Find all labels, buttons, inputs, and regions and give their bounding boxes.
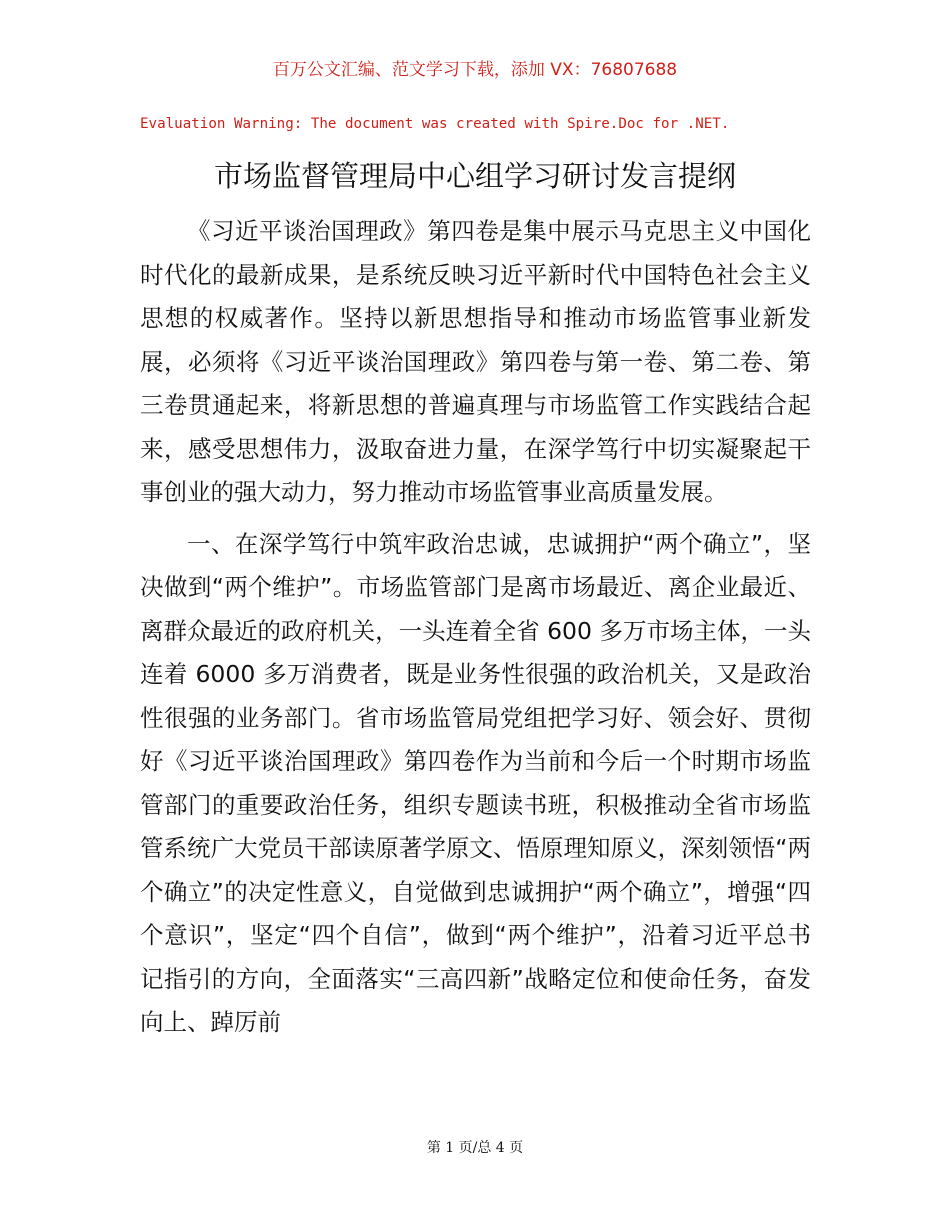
document-title: 市场监督管理局中心组学习研讨发言提纲 [213,159,736,193]
page-indicator: 第 1 页/总 4 页 [426,1140,524,1156]
paragraph-intro: 《习近平谈治国理政》第四卷是集中展示马克思主义中国化时代化的最新成果，是系统反映习近平新时代中国特色社会主义思想的权威著作。坚持以新思想指导和推动市场监管事业新发展，必须将《习近平谈治国理政》第四卷与第一卷、第二卷、第三卷贯通起来，将新思想的普遍真理与市场监管工作实践结合起来，感受思想伟力，汲取奋进力量，在深学笃行中切实凝聚起干事创业的强大动力，努力推动市场监管事业高质量发展。 [140,217,811,506]
document-body [140,210,811,1045]
header-banner: 百万公文汇编、范文学习下载，添加 VX：76807688 [272,60,678,80]
paragraph-section-one: 一、在深学笃行中筑牢政治忠诚，忠诚拥护“两个确立”，坚决做到“两个维护”。市场监管部门是离市场最近、离企业最近、离群众最近的政府机关，一头连着全省 600 多万市场主体，一头连着 6000 多万消费者，既是业务性很强的政治机关，又是政治性很强的业务部门。省市场监管局党组把学习好、领会好、贯彻好《习近平谈治国理政》第四卷作为当前和今后一个时期市场监管部门的重要政治任务，组织专题读书班，积极推动全省市场监管系统广大党员干部读原著学原文、悟原理知原义，深刻领悟“两个确立”的决定性意义，自觉做到忠诚拥护“两个确立”，增强“四个意识”，坚定“四个自信”，做到“两个维护”，沿着习近平总书记指引的方向，全面落实“三高四新”战略定位和使命任务，奋发向上、踔厉前 [140,529,811,1036]
evaluation-warning: Evaluation Warning: The document was created with Spire.Doc for .NET. [140,116,730,132]
